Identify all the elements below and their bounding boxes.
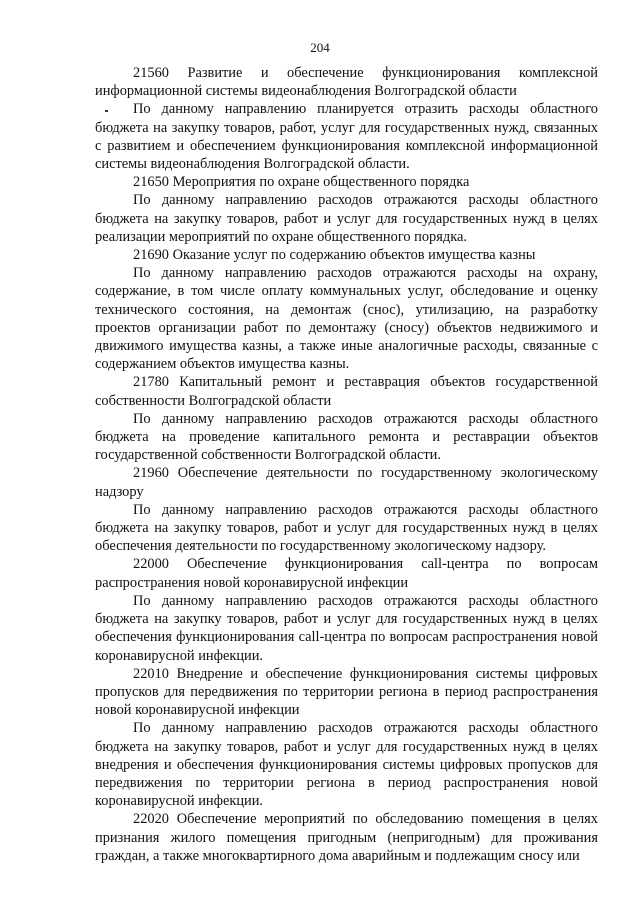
description-21650: По данному направлению расходов отражаются расходы областного бюджета на закупку товаров, работ и услуг для государственных нужд в целях реализации мероприятий по охране общественного порядка.: [95, 192, 598, 245]
page-number: 204: [310, 40, 330, 55]
description-22000: По данному направлению расходов отражаются расходы областного бюджета на закупку товаров, работ и услуг для государственных нужд в целях обеспечения функционирования call-центра по вопросам распространения новой коронавирусной инфекции.: [95, 592, 598, 664]
description-21960: По данному направлению расходов отражаются расходы областного бюджета на закупку товаров, работ и услуг для государственных нужд в целях обеспечения деятельности по государственному экологическому надзору.: [95, 501, 598, 555]
code-heading-22010: 22010 Внедрение и обеспечение функционирования системы цифровых пропусков для передвижения по территории региона в период распространения новой коронавирусной инфекции: [95, 665, 598, 719]
description-22010: По данному направлению расходов отражаются расходы областного бюджета на закупку товаров, работ и услуг для государственных нужд в целях внедрения и обеспечения функционирования системы цифровых пропусков для передвижения по территории региона в период распространения новой коронавирусной инфекции.: [95, 720, 598, 810]
code-heading-21690: 21690 Оказание услуг по содержанию объектов имущества казны: [133, 247, 536, 264]
code-heading-21650: 21650 Мероприятия по охране общественного порядка: [133, 174, 470, 191]
document-body: [95, 64, 598, 865]
code-heading-21560: 21560 Развитие и обеспечение функционирования комплексной информационной системы видеонаблюдения Волгоградской области: [95, 65, 598, 100]
code-heading-21960: 21960 Обеспечение деятельности по государственному экологическому надзору: [95, 465, 598, 500]
description-21690: По данному направлению расходов отражаются расходы на охрану, содержание, в том числе оплату коммунальных услуг, обследование и оценку технического состояния, на демонтаж (снос), утилизацию, на разработку проектов организации работ по демонтажу (сносу) объектов недвижимого и движимого имущества казны, а также иные аналогичные расходы, связанные с содержанием объектов имущества казны.: [95, 265, 598, 373]
description-21780: По данному направлению расходов отражаются расходы областного бюджета на проведение капитального ремонта и реставрации объектов государственной собственности Волгоградской области.: [95, 410, 598, 464]
code-heading-22000: 22000 Обеспечение функционирования call-центра по вопросам распространения новой коронавирусной инфекции: [95, 556, 598, 591]
description-21560: По данному направлению планируется отразить расходы областного бюджета на закупку товаров, работ, услуг для государственных нужд, связанных с развитием и обеспечением функционирования комплексной информационной системы видеонаблюдения Волгоградской области.: [95, 101, 598, 173]
code-heading-22020: 22020 Обеспечение мероприятий по обследованию помещения в целях признания жилого помещения пригодным (непригодным) для проживания граждан, а также многоквартирного дома аварийным и подлежащим сносу или: [95, 811, 598, 864]
code-heading-21780: 21780 Капитальный ремонт и реставрация объектов государственной собственности Волгоградской области: [95, 374, 598, 409]
